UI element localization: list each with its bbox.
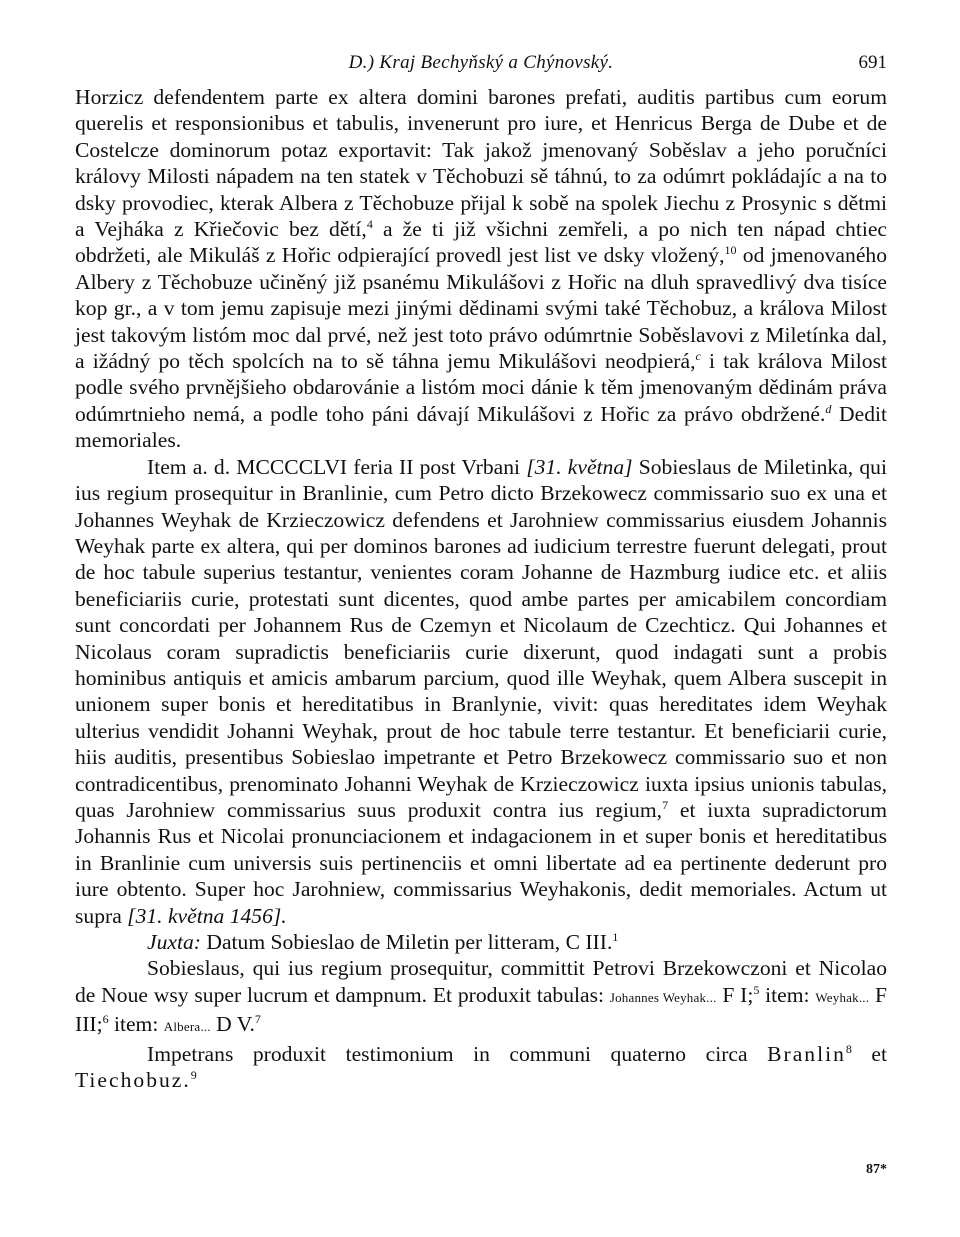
spaced-text: Branlin <box>767 1041 846 1066</box>
footnote-ref: 5 <box>753 982 760 997</box>
signature-mark: 87* <box>866 1162 887 1177</box>
footnote-ref: 6 <box>102 1012 109 1027</box>
text-run: Horzicz defendentem parte ex altera domini barones prefati, auditis partibus cum eorum querelis et responsionibus et tabulis, invenerunt pro iure, et Henricus Berga de Dube et de Costelcze dominorum potaz exportavit: Tak jakož jmenovaný Soběslav a jeho poručníci královy Milosti nápadem na ten statek v Těchobuzi sě táhnú, to za odúmrt pokládajíc a na to dsky provodiec, kterak Albera z Těchobuze přijal k sobě na spolek Jiechu z Prosynic s dětmi a Vejháka z Křiečovic bez dětí, <box>75 85 887 242</box>
footnote-ref: 1 <box>612 929 619 944</box>
text-run: Sobieslaus de Miletinka, qui ius regium prosequitur in Branlinie, cum Petro dicto Brzekowecz commissario suo ex una et Johannes Weyhak de Krzieczowicz defendens et Jarohniew commissarius eiusdem Johannis Weyhak parte ex altera, qui per dominos barones ad iudicium terrestre fuerunt delegati, prout de hoc tabule superius testantur, venientes coram Johanne de Hazmburg iudice etc. et aliis beneficiariis curie, protestati sunt dicentes, quod ambe partes per amicabilem concordiam sunt concordati per Johannem Rus de Czemyn et Nicolaum de Czechticz. Qui Johannes et Nicolaus coram supradictis beneficiariis curie dixerunt, quod indagati sunt a probis hominibus antiquis et amicis ambarum parcium, quod ille Weyhak, quem Albera suscepit in unionem super bonis et hereditatibus in Branlynie, vivit: quas hereditates idem Weyhak ulterius vendidit Johanni Weyhak, prout de hoc tabule terre testantur. Et beneficiarii curie, hiis auditis, presentibus Sobieslao impetrante et Petro Brzekowecz commissario suo et non contradicentibus, prenominato Johanni Weyhak de Krzieczowicz iuxta ipsius unionis tabulas, quas Jarohniew commissarius suus produxit contra ius regium, <box>75 454 887 822</box>
paragraph-2 <box>75 454 887 929</box>
small-text: Weyhak... <box>815 989 870 1005</box>
footnote-ref: 4 <box>366 216 373 231</box>
text-run: a že ti již všichni zemřeli, a po nich ten nápad chtiec obdržeti, ale Mikuláš z Hořic odpierající provedl jest list ve dsky vložený, <box>75 217 887 268</box>
footnote-ref: 10 <box>724 243 737 258</box>
footnote-ref: 8 <box>845 1041 852 1056</box>
text-run: F III; <box>75 982 887 1037</box>
footnote-ref: 7 <box>254 1012 261 1027</box>
paragraph-1 <box>75 84 887 454</box>
text-run: et iuxta supradictorum Johannis Rus et Nicolai pronunciacionem et indagacionem in et super bonis et hereditatibus in Branlinie cum universis suis pertinenciis et omni libertate ad ea pertinente dederunt pro iure obtento. Super hoc Jarohniew, commissarius Weyhakonis, dedit memoriales. Actum ut supra <box>75 797 887 928</box>
text-run: et <box>851 1041 887 1066</box>
paragraph-5 <box>75 1041 887 1094</box>
paragraph-4 <box>75 955 887 1040</box>
small-text: Johannes Weyhak... <box>609 989 717 1005</box>
footnote-ref: 9 <box>190 1067 197 1082</box>
text-run: item: <box>759 982 816 1007</box>
text-run: Impetrans produxit testimonium in communi quaterno circa <box>147 1041 768 1066</box>
text-run: Dedit memoriales. <box>75 401 887 453</box>
small-text: Albera... <box>163 1019 211 1035</box>
text-run: Sobieslaus, qui ius regium prosequitur, committit Petrovi Brzekowczoni et Nicolao de Noue wsy super lucrum et dampnum. Et produxit tabulas: <box>75 956 887 1007</box>
running-head <box>75 50 887 84</box>
editorial-date: [31. května 1456]. <box>127 903 287 928</box>
footnote-ref: d <box>825 401 832 416</box>
juxta-label: Juxta: <box>147 930 201 954</box>
text-run: D V. <box>210 1012 255 1037</box>
page-number: 691 <box>858 52 887 73</box>
running-title: D.) Kraj Bechyňský a Chýnovský. <box>348 52 614 73</box>
document-page <box>75 50 887 1177</box>
footnote-ref: c <box>695 348 701 363</box>
text-run: F I; <box>716 982 754 1007</box>
footnote-ref: 7 <box>662 797 669 812</box>
spaced-text: Tiechobuz. <box>75 1068 191 1093</box>
text-run: od jmenovaného Albery z Těchobuze učiněný již psanému Mikulášovi z Hořic na dluh spravedlivý dva tisíce kop gr., a v tom jemu zapisuje mezi jinými dědinami svými také Těchobuz, a králova Milost jest takovým listóm moc dal prvé, než jest toto právo odúmrtnie Soběslavovi z Miletínka dal, a ižádný po těch spolcích na to sě táhna jemu Mikulášovi neodpierá, <box>75 243 887 374</box>
text-run: item: <box>108 1012 164 1037</box>
text-run: Datum Sobieslao de Miletin per litteram, C III. <box>200 930 613 954</box>
paragraph-3 <box>75 929 887 955</box>
editorial-date: [31. května] <box>526 454 633 479</box>
text-run: i tak králova Milost podle svého prvnějšieho obdarovánie a listóm moci dánie k těm jmenovaným dědinám práva odúmrtnieho nemá, a podle toho páni dávají Mikulášovi z Hořic za právo obdržené. <box>75 349 887 426</box>
text-run: Item a. d. MCCCCLVI feria II post Vrbani <box>147 454 527 479</box>
